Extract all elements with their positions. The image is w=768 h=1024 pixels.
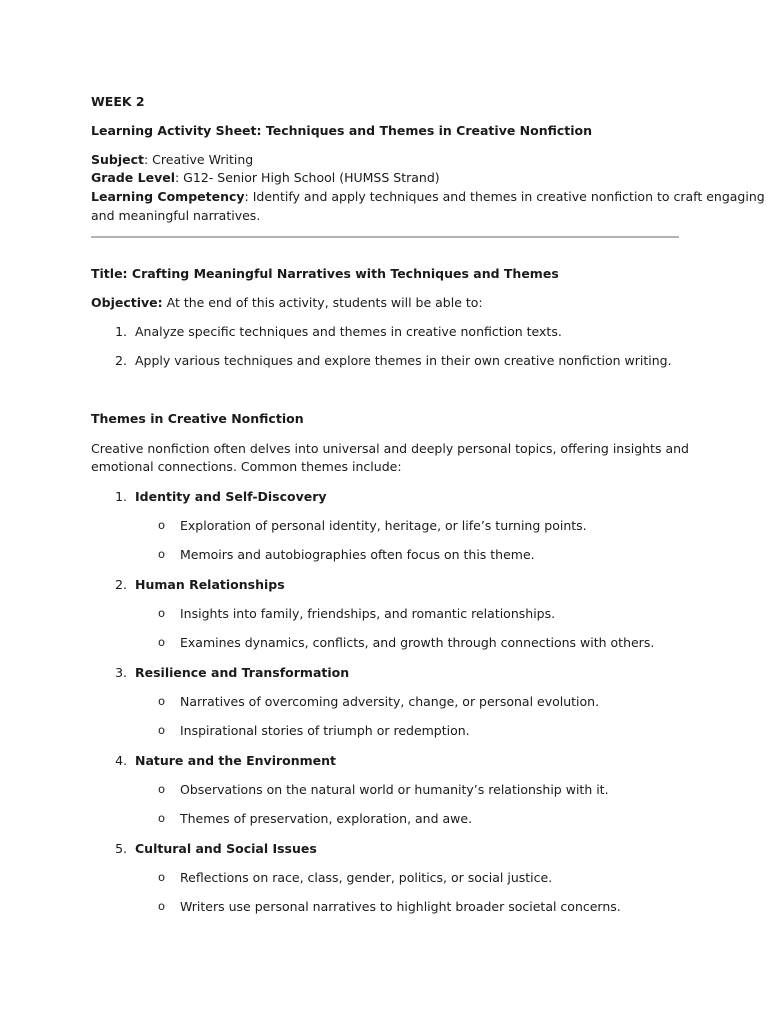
theme-point: Writers use personal narratives to highlight broader societal concerns. bbox=[180, 899, 621, 914]
theme-point: Reflections on race, class, gender, politics, or social justice. bbox=[180, 870, 553, 885]
grade-value: : G12- Senior High School (HUMSS Strand) bbox=[175, 170, 440, 185]
objective-number: 2. bbox=[115, 353, 127, 368]
theme-point: Memoirs and autobiographies often focus on this theme. bbox=[180, 547, 535, 562]
bullet-icon: o bbox=[158, 723, 166, 737]
grade-label: Grade Level bbox=[91, 170, 175, 185]
theme-number: 3. bbox=[115, 665, 127, 680]
theme-title: Cultural and Social Issues bbox=[135, 841, 317, 856]
objective-item: Analyze specific techniques and themes in creative nonfiction texts. bbox=[135, 324, 562, 339]
bullet-icon: o bbox=[158, 606, 166, 620]
theme-number: 5. bbox=[115, 841, 127, 856]
subject-line bbox=[91, 152, 253, 167]
theme-point: Observations on the natural world or humanity’s relationship with it. bbox=[180, 782, 609, 797]
theme-number: 4. bbox=[115, 753, 127, 768]
activity-title: Title: Crafting Meaningful Narratives with Techniques and Themes bbox=[91, 266, 559, 281]
objective-line bbox=[91, 295, 483, 310]
horizontal-divider bbox=[91, 236, 679, 238]
themes-heading: Themes in Creative Nonfiction bbox=[91, 411, 304, 426]
bullet-icon: o bbox=[158, 518, 166, 532]
theme-title: Resilience and Transformation bbox=[135, 665, 350, 680]
bullet-icon: o bbox=[158, 547, 166, 561]
theme-title: Nature and the Environment bbox=[135, 753, 337, 768]
theme-number: 2. bbox=[115, 577, 127, 592]
competency-value: : Identify and apply techniques and themes in creative nonfiction to craft engaging bbox=[244, 189, 765, 204]
competency-label: Learning Competency bbox=[91, 189, 245, 204]
competency-line bbox=[91, 189, 765, 204]
bullet-icon: o bbox=[158, 811, 166, 825]
competency-continuation: and meaningful narratives. bbox=[91, 208, 261, 223]
sheet-title: Learning Activity Sheet: Techniques and Themes in Creative Nonfiction bbox=[91, 123, 593, 138]
objective-text: At the end of this activity, students will be able to: bbox=[162, 295, 483, 310]
bullet-icon: o bbox=[158, 635, 166, 649]
theme-point: Themes of preservation, exploration, and awe. bbox=[180, 811, 473, 826]
subject-label: Subject bbox=[91, 152, 144, 167]
theme-point: Narratives of overcoming adversity, change, or personal evolution. bbox=[180, 694, 600, 709]
grade-line bbox=[91, 170, 440, 185]
objective-item: Apply various techniques and explore themes in their own creative nonfiction writing. bbox=[135, 353, 672, 368]
bullet-icon: o bbox=[158, 694, 166, 708]
week-label: WEEK 2 bbox=[91, 94, 145, 109]
theme-title: Human Relationships bbox=[135, 577, 285, 592]
theme-number: 1. bbox=[115, 489, 127, 504]
themes-intro-line2: emotional connections. Common themes include: bbox=[91, 459, 402, 474]
bullet-icon: o bbox=[158, 899, 166, 913]
theme-point: Examines dynamics, conflicts, and growth through connections with others. bbox=[180, 635, 655, 650]
themes-intro-line1: Creative nonfiction often delves into universal and deeply personal topics, offering insights and bbox=[91, 441, 689, 456]
bullet-icon: o bbox=[158, 782, 166, 796]
bullet-icon: o bbox=[158, 870, 166, 884]
theme-point: Inspirational stories of triumph or redemption. bbox=[180, 723, 470, 738]
theme-point: Insights into family, friendships, and romantic relationships. bbox=[180, 606, 556, 621]
objective-label: Objective: bbox=[91, 295, 163, 310]
theme-title: Identity and Self-Discovery bbox=[135, 489, 327, 504]
objective-number: 1. bbox=[115, 324, 127, 339]
subject-value: : Creative Writing bbox=[144, 152, 254, 167]
theme-point: Exploration of personal identity, heritage, or life’s turning points. bbox=[180, 518, 587, 533]
